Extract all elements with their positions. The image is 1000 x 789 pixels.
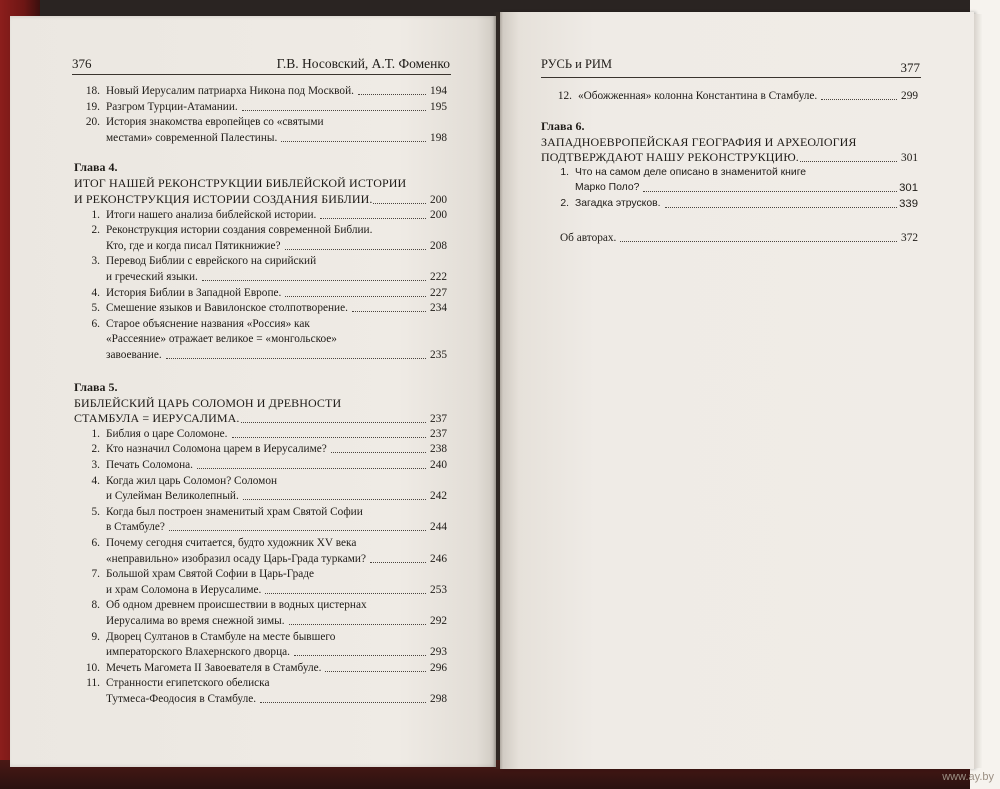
toc-entry-text: Библия о царе Соломоне. [106,427,228,440]
toc-entry-number: 5. [91,505,100,518]
right-header-rule [541,77,921,78]
toc-page-number: 293 [430,646,447,659]
toc-page-number: 242 [430,490,447,503]
toc-entry-number: 6. [91,537,100,549]
toc-entry-text: в Стамбуле? [106,521,165,534]
toc-entry-text: Тутмеса-Феодосия в Стамбуле. [106,693,257,705]
toc-entry-number: 4. [91,286,100,299]
toc-page-number: 246 [430,552,447,565]
toc-entry-number: 19. [85,100,100,113]
toc-entry-text: Старое объяснение названия «Россия» как [106,317,310,330]
toc-entry-number: 12. [557,90,572,102]
book-spine [493,12,503,769]
chapter-title: ПОДТВЕРЖДАЮТ НАШУ РЕКОНСТРУКЦИЮ. [541,150,799,165]
toc-page-number: 339 [899,198,918,210]
toc-entry-text: императорского Влахернского дворца. [106,646,290,659]
toc-entry-text: Мечеть Магомета II Завоевателя в Стамбуле. [106,661,322,674]
toc-entry-text: завоевание. [106,349,162,361]
toc-entry-number: 18. [85,85,100,97]
toc-entry-text: Кто, где и когда писал Пятикнижие? [106,239,281,252]
toc-entry-number: 2. [91,224,100,237]
chapter-title: БИБЛЕЙСКИЙ ЦАРЬ СОЛОМОН И ДРЕВНОСТИ [74,395,342,410]
chapter-title: И РЕКОНСТРУКЦИЯ ИСТОРИИ СОЗДАНИЯ БИБЛИИ. [74,192,373,206]
leader-dots [241,422,426,423]
toc-entry-text: Марко Поло? [575,182,640,194]
toc-entry-text: и греческий языки. [106,271,198,283]
toc-entry-text: и Сулейман Великолепный. [106,490,239,503]
toc-entry-text: Смешение языков и Вавилонское столпотворение. [106,302,348,315]
chapter-page-number: 301 [901,152,918,165]
toc-entry-text: «Обожженная» колонна Константина в Стамбуле. [578,90,818,102]
toc-page-number: 195 [430,100,447,113]
toc-entry-text: Иерусалима во время снежной зимы. [106,615,285,627]
toc-entry-text: История знакомства европейцев со «святыми [106,116,324,129]
toc-page-number: 208 [430,239,447,252]
toc-entry-number: 1. [560,166,569,178]
leader-dots [242,110,426,111]
toc-entry-text: Об одном древнем происшествии в водных цистернах [106,599,367,612]
leader-dots [232,437,427,438]
chapter-page-number: 200 [430,194,447,206]
toc-page-number: 298 [430,693,447,705]
about-authors-label: Об авторах. [560,231,617,244]
toc-entry-text: Почему сегодня считается, будто художник XV века [106,537,357,549]
chapter-title: ИТОГ НАШЕЙ РЕКОНСТРУКЦИИ БИБЛЕЙСКОЙ ИСТОРИИ [74,176,407,191]
toc-entry-text: местами» современной Палестины. [106,131,278,144]
leader-dots [169,530,426,531]
toc-entry-number: 3. [91,255,100,268]
toc-page-number: 238 [430,443,447,456]
toc-entry-number: 9. [91,630,100,643]
toc-page-number: 234 [430,302,447,315]
leader-dots [643,191,896,192]
left-running-head: Г.В. Носовский, А.Т. Фоменко [276,56,450,71]
toc-entry-number: 11. [86,677,100,690]
toc-entry-text: Реконструкция истории создания современной Библии. [106,224,373,237]
toc-entry-text: и храм Соломона в Иерусалиме. [106,583,262,596]
toc-page-number: 237 [430,427,447,440]
toc-entry-text: «Рассеяние» отражает великое = «монгольское» [106,333,337,346]
chapter-label: Глава 5. [74,379,118,394]
toc-page-number: 222 [430,271,447,283]
toc-page-number: 198 [430,131,447,144]
toc-entry-number: 3. [91,459,100,471]
about-authors-page: 372 [901,231,918,244]
left-header-rule [72,74,451,75]
toc-entry-number: 4. [91,474,100,487]
right-page-number: 377 [900,60,920,75]
leader-dots [243,499,426,500]
leader-dots [281,141,426,142]
toc-entry-text: История Библии в Западной Европе. [106,286,282,299]
leader-dots [265,593,426,594]
toc-entry-text: Когда был построен знаменитый храм Святой Софии [106,505,363,518]
toc-entry-number: 8. [91,599,100,612]
page-edges [974,14,982,768]
toc-entry-text: Перевод Библии с еврейского на сирийский [106,255,317,268]
toc-entry-text: Странности египетского обелиска [106,677,270,690]
toc-entry-text: Итоги нашего анализа библейской истории. [106,208,317,221]
toc-entry-number: 20. [85,116,100,129]
toc-entry-text: «неправильно» изобразил осаду Царь-Града турками? [106,552,366,565]
toc-page-number: 253 [430,583,447,596]
toc-page-number: 235 [430,349,447,361]
toc-page-number: 296 [430,661,447,674]
toc-entry-text: Когда жил царь Соломон? Соломон [106,474,278,487]
toc-page-number: 194 [430,85,447,97]
leader-dots [166,358,426,359]
leader-dots [289,624,426,625]
toc-entry-text: Новый Иерусалим патриарха Никона под Москвой. [106,85,354,97]
leader-dots [197,468,426,469]
toc-page-number: 244 [430,521,447,534]
toc-entry-text: Разгром Турции-Атамании. [106,100,238,113]
leader-dots [665,207,897,208]
toc-page-number: 240 [430,459,447,471]
toc-entry-number: 7. [91,568,100,581]
toc-entry-number: 10. [85,661,100,674]
right-running-head: РУСЬ и РИМ [541,57,613,71]
toc-entry-text: Кто назначил Соломона царем в Иерусалиме? [106,443,327,456]
toc-entry-number: 2. [91,443,100,456]
toc-page-number: 227 [430,286,447,299]
left-page-number: 376 [72,56,92,71]
toc-entry-number: 5. [91,302,100,315]
chapter-title: СТАМБУЛА = ИЕРУСАЛИМА. [74,411,240,426]
toc-page-number: 301 [899,182,918,195]
toc-page-number: 292 [430,615,447,627]
leader-dots [620,241,897,242]
toc-entry-number: 1. [91,208,100,221]
leader-dots [285,249,427,250]
toc-entry-text: Загадка этрусков. [575,198,661,209]
toc-entry-number: 6. [91,317,100,330]
toc-entry-number: 1. [91,427,100,440]
chapter-title: ЗАПАДНОЕВРОПЕЙСКАЯ ГЕОГРАФИЯ И АРХЕОЛОГИЯ [541,134,857,149]
leader-dots [202,280,426,281]
toc-entry-number: 2. [560,198,569,209]
toc-entry-text: Печать Соломона. [106,459,193,471]
chapter-label: Глава 6. [541,118,585,133]
toc-page-number: 299 [901,90,918,102]
chapter-label: Глава 4. [74,160,118,175]
toc-entry-text: Большой храм Святой Софии в Царь-Граде [106,568,315,581]
toc-entry-text: Что на самом деле описано в знаменитой книге [575,166,807,178]
leader-dots [260,702,426,703]
watermark: www.ay.by [942,771,994,783]
chapter-page-number: 237 [430,413,447,426]
toc-page-number: 200 [430,208,447,221]
leader-dots [285,296,426,297]
toc-entry-text: Дворец Султанов в Стамбуле на месте бывшего [106,630,336,643]
